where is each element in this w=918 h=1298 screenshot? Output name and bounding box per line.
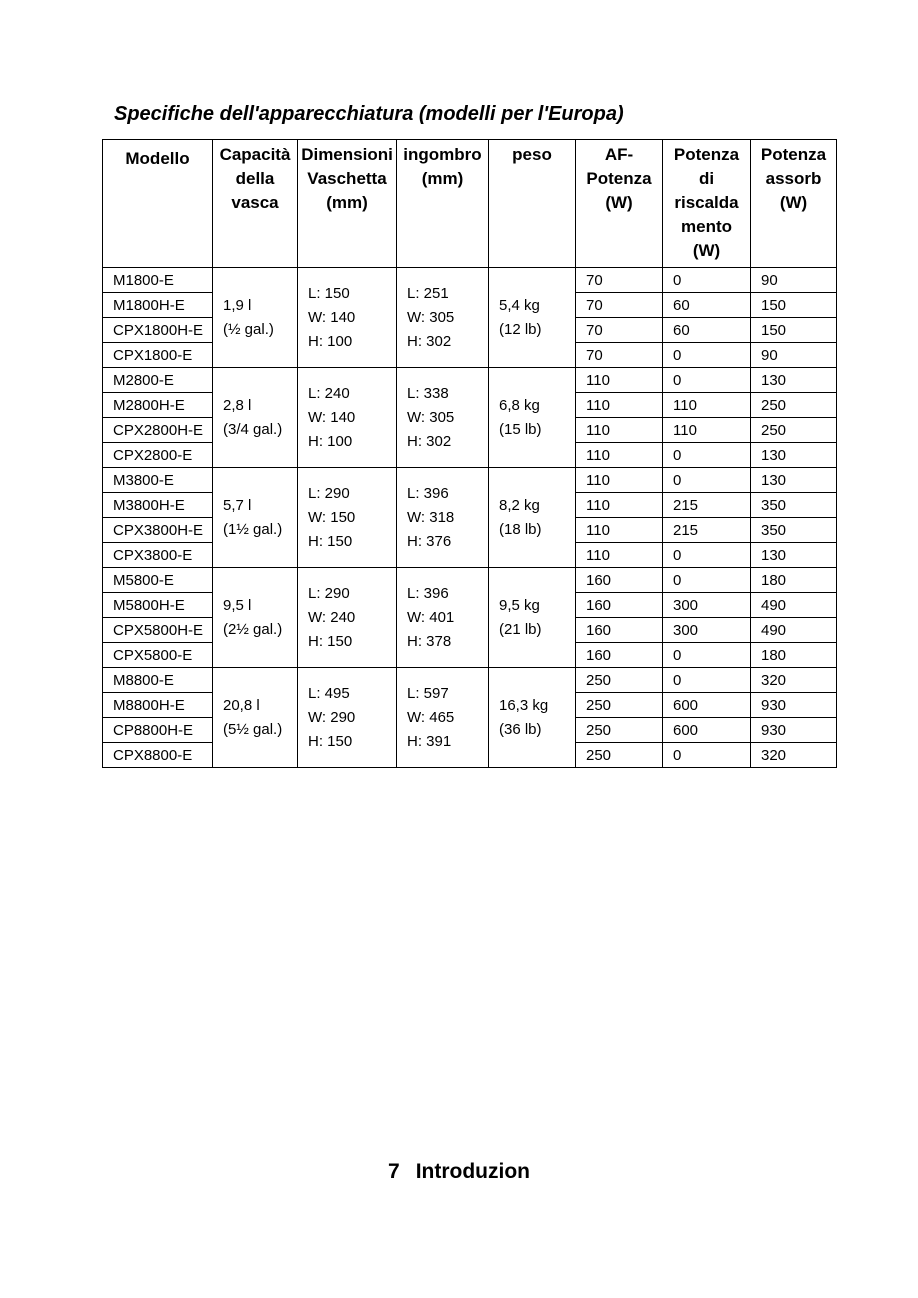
heating-power-cell: 0 xyxy=(663,343,751,368)
absorbed-power-cell: 180 xyxy=(751,568,837,593)
header-heating-power: Potenza di riscalda mento (W) xyxy=(663,140,751,268)
header-model: Modello xyxy=(103,140,213,268)
page-number: 7 xyxy=(388,1160,400,1183)
heating-power-cell: 60 xyxy=(663,293,751,318)
model-cell: M2800-E xyxy=(103,368,213,393)
table-row xyxy=(103,268,837,293)
page-footer xyxy=(0,1160,918,1184)
absorbed-power-cell: 130 xyxy=(751,368,837,393)
header-tank-dimensions: Dimensioni Vaschetta (mm) xyxy=(298,140,397,268)
weight-cell: 8,2 kg (18 lb) xyxy=(489,468,576,568)
absorbed-power-cell: 180 xyxy=(751,643,837,668)
af-power-cell: 110 xyxy=(576,493,663,518)
heating-power-cell: 600 xyxy=(663,718,751,743)
af-power-cell: 110 xyxy=(576,518,663,543)
table-row xyxy=(103,668,837,693)
absorbed-power-cell: 930 xyxy=(751,718,837,743)
af-power-cell: 160 xyxy=(576,593,663,618)
absorbed-power-cell: 130 xyxy=(751,443,837,468)
model-cell: CP8800H-E xyxy=(103,718,213,743)
af-power-cell: 70 xyxy=(576,343,663,368)
absorbed-power-cell: 930 xyxy=(751,693,837,718)
heating-power-cell: 0 xyxy=(663,443,751,468)
af-power-cell: 70 xyxy=(576,318,663,343)
af-power-cell: 160 xyxy=(576,568,663,593)
capacity-cell: 9,5 l (2½ gal.) xyxy=(213,568,298,668)
overall-dimensions-cell: L: 338 W: 305 H: 302 xyxy=(397,368,489,468)
absorbed-power-cell: 250 xyxy=(751,393,837,418)
af-power-cell: 250 xyxy=(576,718,663,743)
heating-power-cell: 110 xyxy=(663,418,751,443)
absorbed-power-cell: 130 xyxy=(751,468,837,493)
absorbed-power-cell: 130 xyxy=(751,543,837,568)
model-cell: CPX2800-E xyxy=(103,443,213,468)
absorbed-power-cell: 350 xyxy=(751,493,837,518)
header-weight: peso xyxy=(489,140,576,268)
table-header xyxy=(103,140,837,268)
model-cell: CPX8800-E xyxy=(103,743,213,768)
heating-power-cell: 0 xyxy=(663,268,751,293)
absorbed-power-cell: 150 xyxy=(751,293,837,318)
model-cell: CPX3800-E xyxy=(103,543,213,568)
weight-cell: 5,4 kg (12 lb) xyxy=(489,268,576,368)
table-body xyxy=(103,268,837,768)
af-power-cell: 110 xyxy=(576,468,663,493)
heating-power-cell: 215 xyxy=(663,493,751,518)
table-row xyxy=(103,368,837,393)
overall-dimensions-cell: L: 251 W: 305 H: 302 xyxy=(397,268,489,368)
af-power-cell: 110 xyxy=(576,393,663,418)
model-cell: CPX5800-E xyxy=(103,643,213,668)
absorbed-power-cell: 490 xyxy=(751,593,837,618)
model-cell: CPX5800H-E xyxy=(103,618,213,643)
model-cell: M8800-E xyxy=(103,668,213,693)
absorbed-power-cell: 320 xyxy=(751,668,837,693)
af-power-cell: 250 xyxy=(576,743,663,768)
capacity-cell: 1,9 l (½ gal.) xyxy=(213,268,298,368)
af-power-cell: 250 xyxy=(576,693,663,718)
absorbed-power-cell: 90 xyxy=(751,343,837,368)
absorbed-power-cell: 490 xyxy=(751,618,837,643)
model-cell: CPX3800H-E xyxy=(103,518,213,543)
overall-dimensions-cell: L: 396 W: 318 H: 376 xyxy=(397,468,489,568)
af-power-cell: 110 xyxy=(576,418,663,443)
model-cell: M8800H-E xyxy=(103,693,213,718)
capacity-cell: 2,8 l (3/4 gal.) xyxy=(213,368,298,468)
absorbed-power-cell: 250 xyxy=(751,418,837,443)
absorbed-power-cell: 90 xyxy=(751,268,837,293)
heating-power-cell: 300 xyxy=(663,593,751,618)
af-power-cell: 110 xyxy=(576,543,663,568)
af-power-cell: 160 xyxy=(576,643,663,668)
af-power-cell: 160 xyxy=(576,618,663,643)
heating-power-cell: 60 xyxy=(663,318,751,343)
model-cell: M3800-E xyxy=(103,468,213,493)
af-power-cell: 110 xyxy=(576,443,663,468)
heating-power-cell: 0 xyxy=(663,643,751,668)
heating-power-cell: 0 xyxy=(663,368,751,393)
tank-dimensions-cell: L: 290 W: 150 H: 150 xyxy=(298,468,397,568)
af-power-cell: 70 xyxy=(576,293,663,318)
tank-dimensions-cell: L: 290 W: 240 H: 150 xyxy=(298,568,397,668)
model-cell: M5800H-E xyxy=(103,593,213,618)
capacity-cell: 20,8 l (5½ gal.) xyxy=(213,668,298,768)
heating-power-cell: 300 xyxy=(663,618,751,643)
header-overall-dimensions: ingombro (mm) xyxy=(397,140,489,268)
af-power-cell: 70 xyxy=(576,268,663,293)
tank-dimensions-cell: L: 240 W: 140 H: 100 xyxy=(298,368,397,468)
header-row xyxy=(103,140,837,268)
model-cell: CPX1800H-E xyxy=(103,318,213,343)
table-row xyxy=(103,468,837,493)
footer-section-title: Introduzion xyxy=(415,1160,530,1183)
heating-power-cell: 0 xyxy=(663,543,751,568)
overall-dimensions-cell: L: 597 W: 465 H: 391 xyxy=(397,668,489,768)
absorbed-power-cell: 350 xyxy=(751,518,837,543)
model-cell: M3800H-E xyxy=(103,493,213,518)
weight-cell: 6,8 kg (15 lb) xyxy=(489,368,576,468)
af-power-cell: 250 xyxy=(576,668,663,693)
overall-dimensions-cell: L: 396 W: 401 H: 378 xyxy=(397,568,489,668)
capacity-cell: 5,7 l (1½ gal.) xyxy=(213,468,298,568)
model-cell: CPX1800-E xyxy=(103,343,213,368)
model-cell: M1800H-E xyxy=(103,293,213,318)
heating-power-cell: 0 xyxy=(663,743,751,768)
model-cell: CPX2800H-E xyxy=(103,418,213,443)
weight-cell: 16,3 kg (36 lb) xyxy=(489,668,576,768)
model-cell: M1800-E xyxy=(103,268,213,293)
page-title: Specifiche dell'apparecchiatura (modelli per l'Europa) xyxy=(114,103,624,125)
af-power-cell: 110 xyxy=(576,368,663,393)
header-af-power: AF- Potenza (W) xyxy=(576,140,663,268)
model-cell: M2800H-E xyxy=(103,393,213,418)
tank-dimensions-cell: L: 495 W: 290 H: 150 xyxy=(298,668,397,768)
table-row xyxy=(103,568,837,593)
heating-power-cell: 110 xyxy=(663,393,751,418)
heating-power-cell: 0 xyxy=(663,668,751,693)
absorbed-power-cell: 320 xyxy=(751,743,837,768)
heating-power-cell: 0 xyxy=(663,568,751,593)
heating-power-cell: 600 xyxy=(663,693,751,718)
heating-power-cell: 0 xyxy=(663,468,751,493)
absorbed-power-cell: 150 xyxy=(751,318,837,343)
weight-cell: 9,5 kg (21 lb) xyxy=(489,568,576,668)
header-capacity: Capacità della vasca xyxy=(213,140,298,268)
heating-power-cell: 215 xyxy=(663,518,751,543)
model-cell: M5800-E xyxy=(103,568,213,593)
tank-dimensions-cell: L: 150 W: 140 H: 100 xyxy=(298,268,397,368)
specifications-table xyxy=(102,139,837,768)
header-absorbed-power: Potenza assorb (W) xyxy=(751,140,837,268)
